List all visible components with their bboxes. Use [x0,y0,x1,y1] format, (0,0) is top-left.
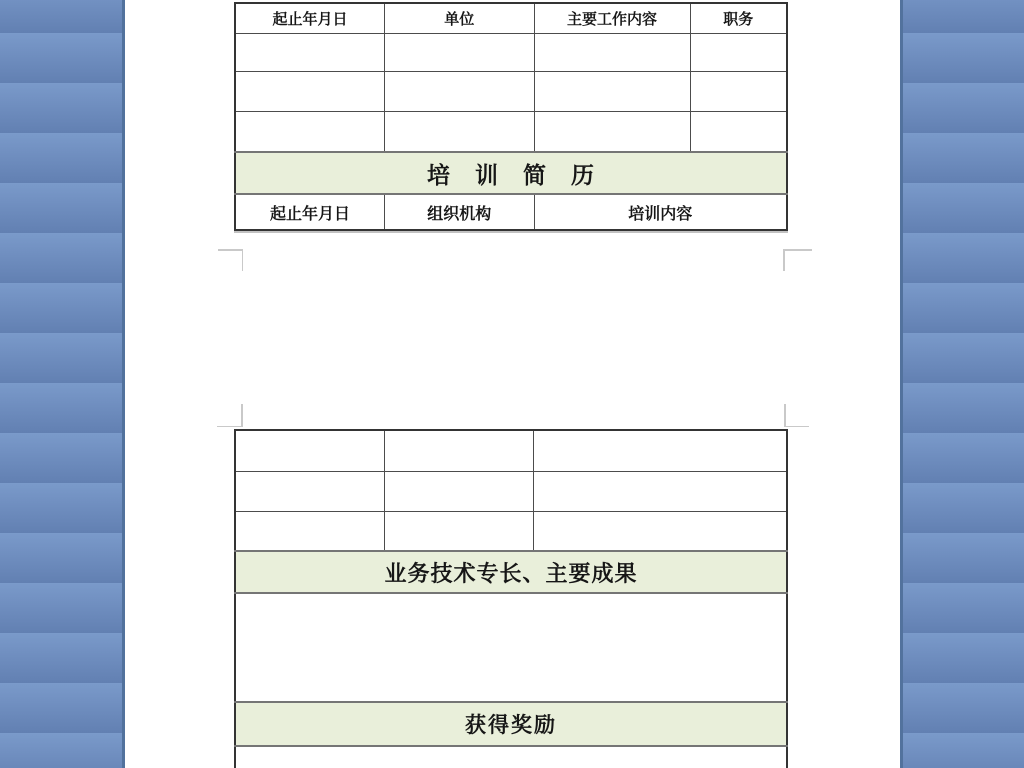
empty-cell[interactable] [534,511,788,551]
training-col-org-header: 组织机构 [385,194,535,230]
work-history-table [234,2,788,231]
margin-mark-bottom-left-v [242,249,244,271]
empty-cell[interactable] [534,33,690,71]
empty-cell[interactable] [534,471,788,511]
training-section-band: 培 训 简 历 [235,152,787,194]
empty-cell[interactable] [385,71,535,111]
empty-cell[interactable] [690,33,787,71]
empty-cell[interactable] [385,111,535,152]
training-header-row [235,194,787,230]
empty-cell[interactable] [235,33,385,71]
table-row [235,471,787,511]
training-col-content-header: 培训内容 [534,194,787,230]
work-col-content-header: 主要工作内容 [534,3,690,33]
specialty-section-row [235,551,787,593]
work-col-date-header: 起止年月日 [235,3,385,33]
empty-cell[interactable] [385,33,535,71]
margin-mark-bottom-right-h [783,249,812,251]
empty-cell[interactable] [690,111,787,152]
empty-cell[interactable] [385,511,534,551]
empty-cell[interactable] [385,430,534,471]
empty-cell[interactable] [235,111,385,152]
awards-content-cell[interactable] [235,746,787,768]
table-row [235,71,787,111]
margin-mark-top-right-v [784,404,786,427]
margin-mark-top-left-h [217,426,242,428]
empty-cell[interactable] [534,430,788,471]
specialty-content-cell[interactable] [235,593,787,702]
empty-cell[interactable] [385,471,534,511]
specialty-content-row [235,593,787,702]
empty-cell[interactable] [235,430,385,471]
margin-mark-top-right-h [784,426,809,428]
table-row [235,511,787,551]
margin-mark-bottom-left-h [218,249,243,251]
work-history-header-row [235,3,787,33]
empty-cell[interactable] [534,71,690,111]
margin-mark-bottom-right-v [783,249,785,271]
page2-table [234,429,788,768]
work-col-position-header: 职务 [690,3,787,33]
training-col-date-header: 起止年月日 [235,194,385,230]
table-row [235,111,787,152]
work-col-unit-header: 单位 [385,3,535,33]
empty-cell[interactable] [690,71,787,111]
training-section-row [235,152,787,194]
awards-content-row [235,746,787,768]
empty-cell[interactable] [235,471,385,511]
table-row [235,430,787,471]
empty-cell[interactable] [534,111,690,152]
table-row [235,33,787,71]
awards-section-band: 获得奖励 [235,702,787,746]
margin-mark-top-left-v [241,404,243,427]
empty-cell[interactable] [235,511,385,551]
specialty-section-band: 业务技术专长、主要成果 [235,551,787,593]
awards-section-row [235,702,787,746]
empty-cell[interactable] [235,71,385,111]
